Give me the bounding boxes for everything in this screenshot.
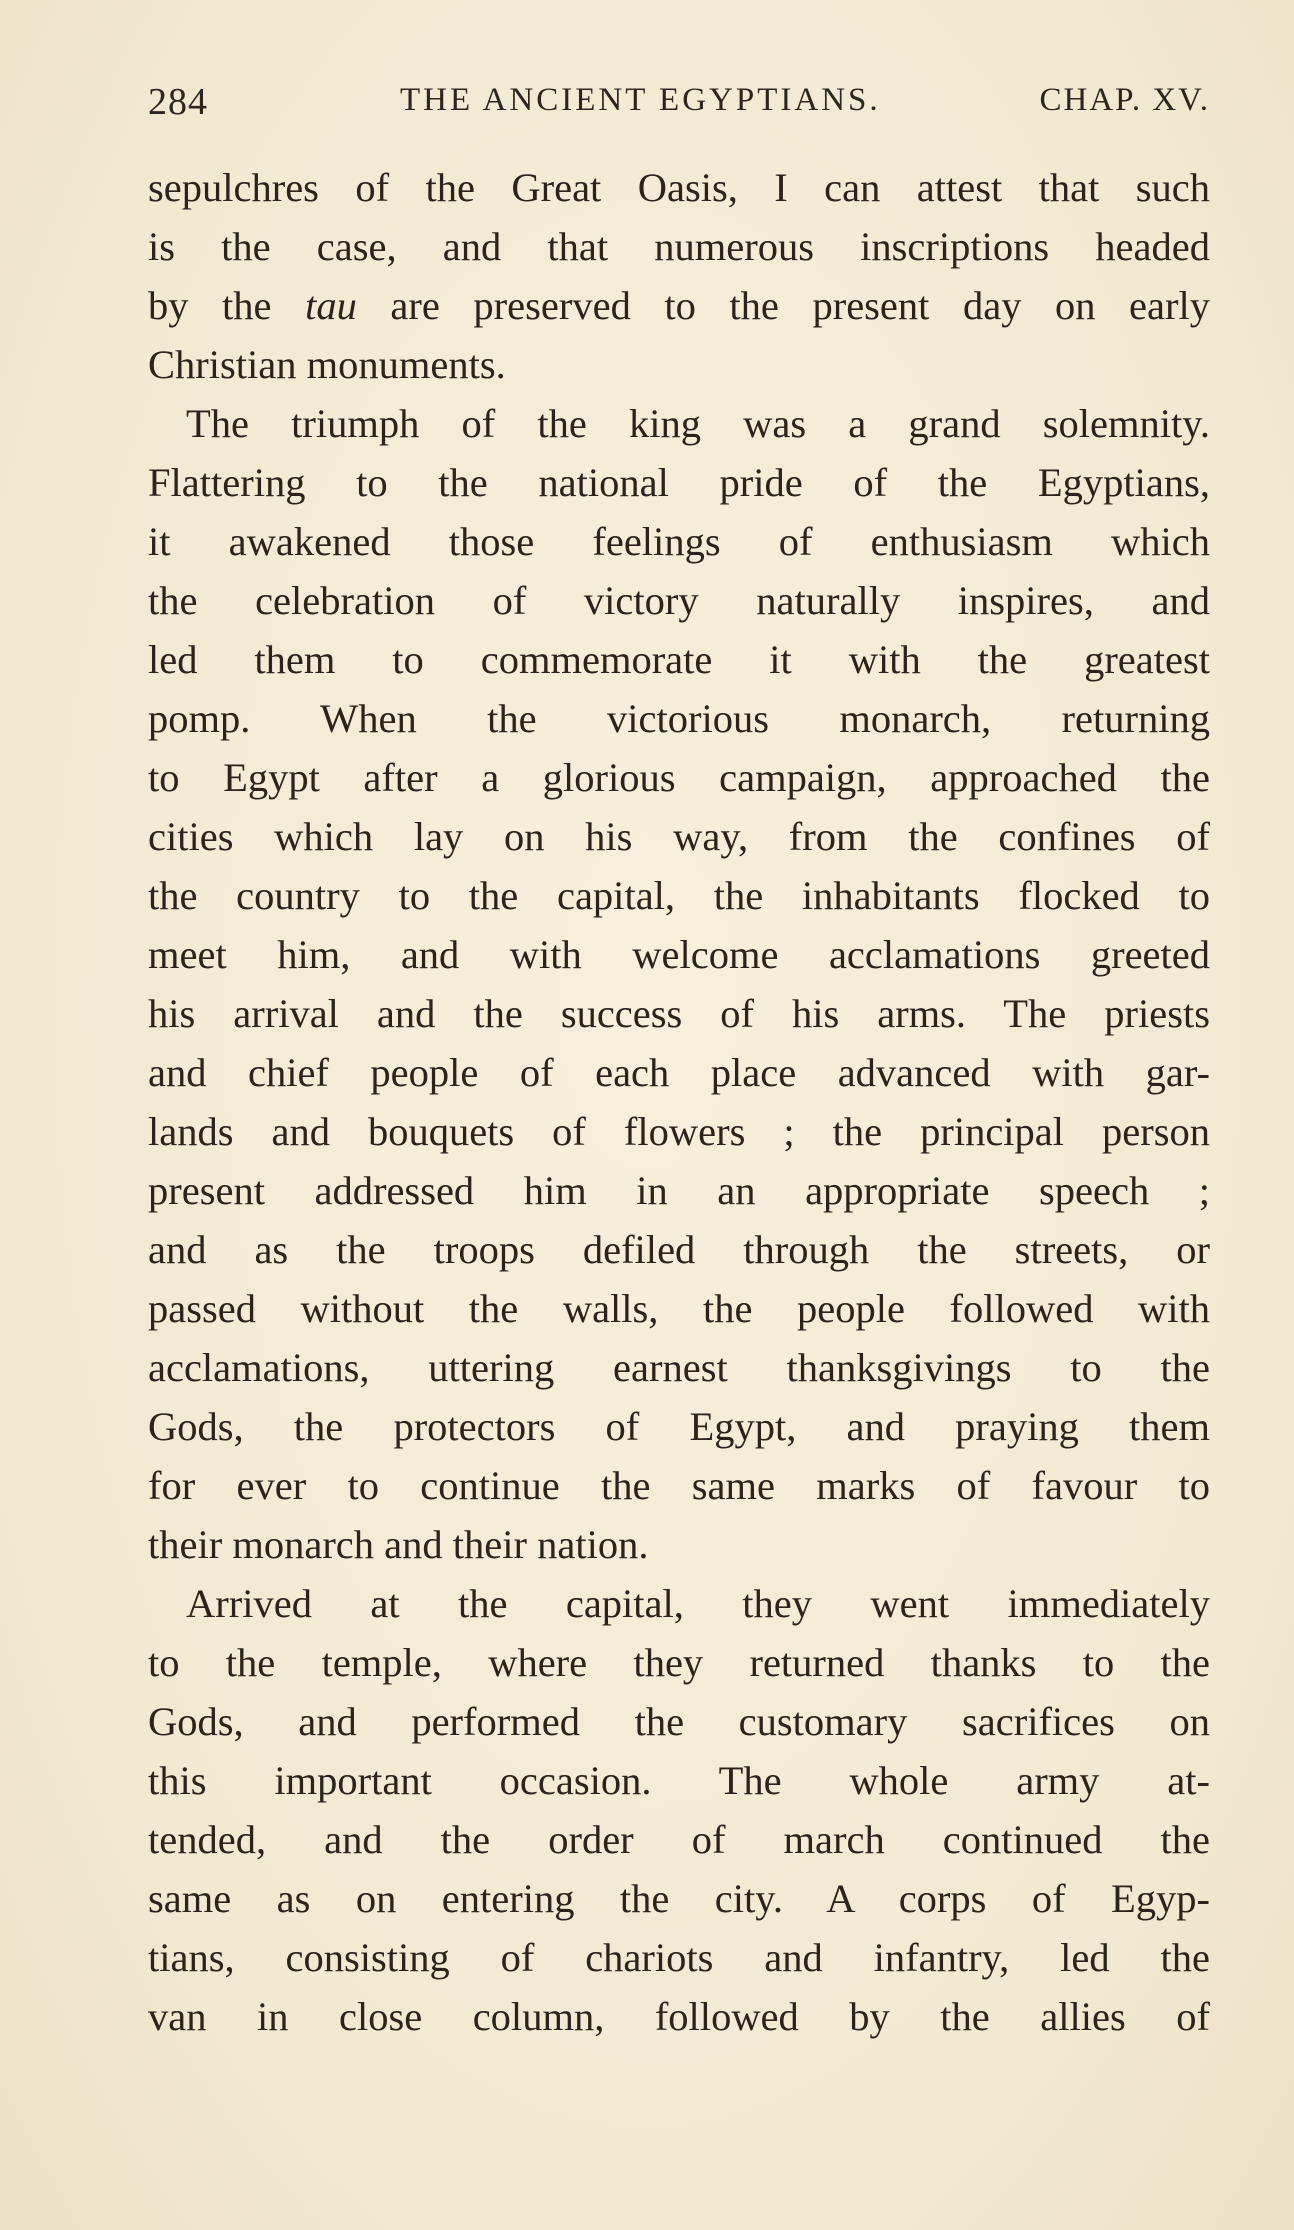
text-line: Gods, and performed the customary sacrifices on <box>148 1699 1210 1744</box>
text-line: is the case, and that numerous inscriptions headed <box>148 224 1210 269</box>
text-line: for ever to continue the same marks of favour to <box>148 1463 1210 1508</box>
text-line: same as on entering the city. A corps of Egyp- <box>148 1876 1210 1921</box>
text-line: cities which lay on his way, from the confines of <box>148 814 1210 859</box>
text-line: their monarch and their nation. <box>148 1522 649 1567</box>
text-line: pomp. When the victorious monarch, returning <box>148 696 1210 741</box>
text-line: Arrived at the capital, they went immediately <box>186 1581 1210 1626</box>
text-line: The triumph of the king was a grand solemnity. <box>186 401 1210 446</box>
text-line: passed without the walls, the people followed with <box>148 1286 1210 1331</box>
text-line: Christian monuments. <box>148 342 506 387</box>
text-line: acclamations, uttering earnest thanksgivings to the <box>148 1345 1210 1390</box>
text-line: tians, consisting of chariots and infantry, led the <box>148 1935 1210 1980</box>
text-line: present addressed him in an appropriate speech ; <box>148 1168 1210 1213</box>
chapter-label: CHAP. XV. <box>1039 82 1210 118</box>
text-line: his arrival and the success of his arms. The priests <box>148 991 1210 1036</box>
page-number: 284 <box>148 81 208 123</box>
running-header <box>148 80 1210 140</box>
italic-word: tau <box>305 283 357 328</box>
text-line: sepulchres of the Great Oasis, I can attest that such <box>148 165 1210 210</box>
body-text <box>148 158 1210 2046</box>
text-line: lands and bouquets of flowers ; the principal person <box>148 1109 1210 1154</box>
text-line: the celebration of victory naturally inspires, and <box>148 578 1210 623</box>
text-line: and as the troops defiled through the streets, or <box>148 1227 1210 1272</box>
text-line: this important occasion. The whole army at- <box>148 1758 1210 1803</box>
text-line: van in close column, followed by the allies of <box>148 1994 1210 2039</box>
text-line: meet him, and with welcome acclamations greeted <box>148 932 1210 977</box>
text-line: Flattering to the national pride of the Egyptians, <box>148 460 1210 505</box>
text-line: by the tau are preserved to the present day on early <box>148 283 1210 328</box>
text-line: led them to commemorate it with the greatest <box>148 637 1210 682</box>
text-line: and chief people of each place advanced with gar- <box>148 1050 1210 1095</box>
text-line: it awakened those feelings of enthusiasm which <box>148 519 1210 564</box>
text-line: tended, and the order of march continued the <box>148 1817 1210 1862</box>
text-line: Gods, the protectors of Egypt, and praying them <box>148 1404 1210 1449</box>
text-line: to Egypt after a glorious campaign, approached the <box>148 755 1210 800</box>
running-title: THE ANCIENT EGYPTIANS. <box>400 82 881 118</box>
text-line: the country to the capital, the inhabitants flocked to <box>148 873 1210 918</box>
text-line: to the temple, where they returned thanks to the <box>148 1640 1210 1685</box>
